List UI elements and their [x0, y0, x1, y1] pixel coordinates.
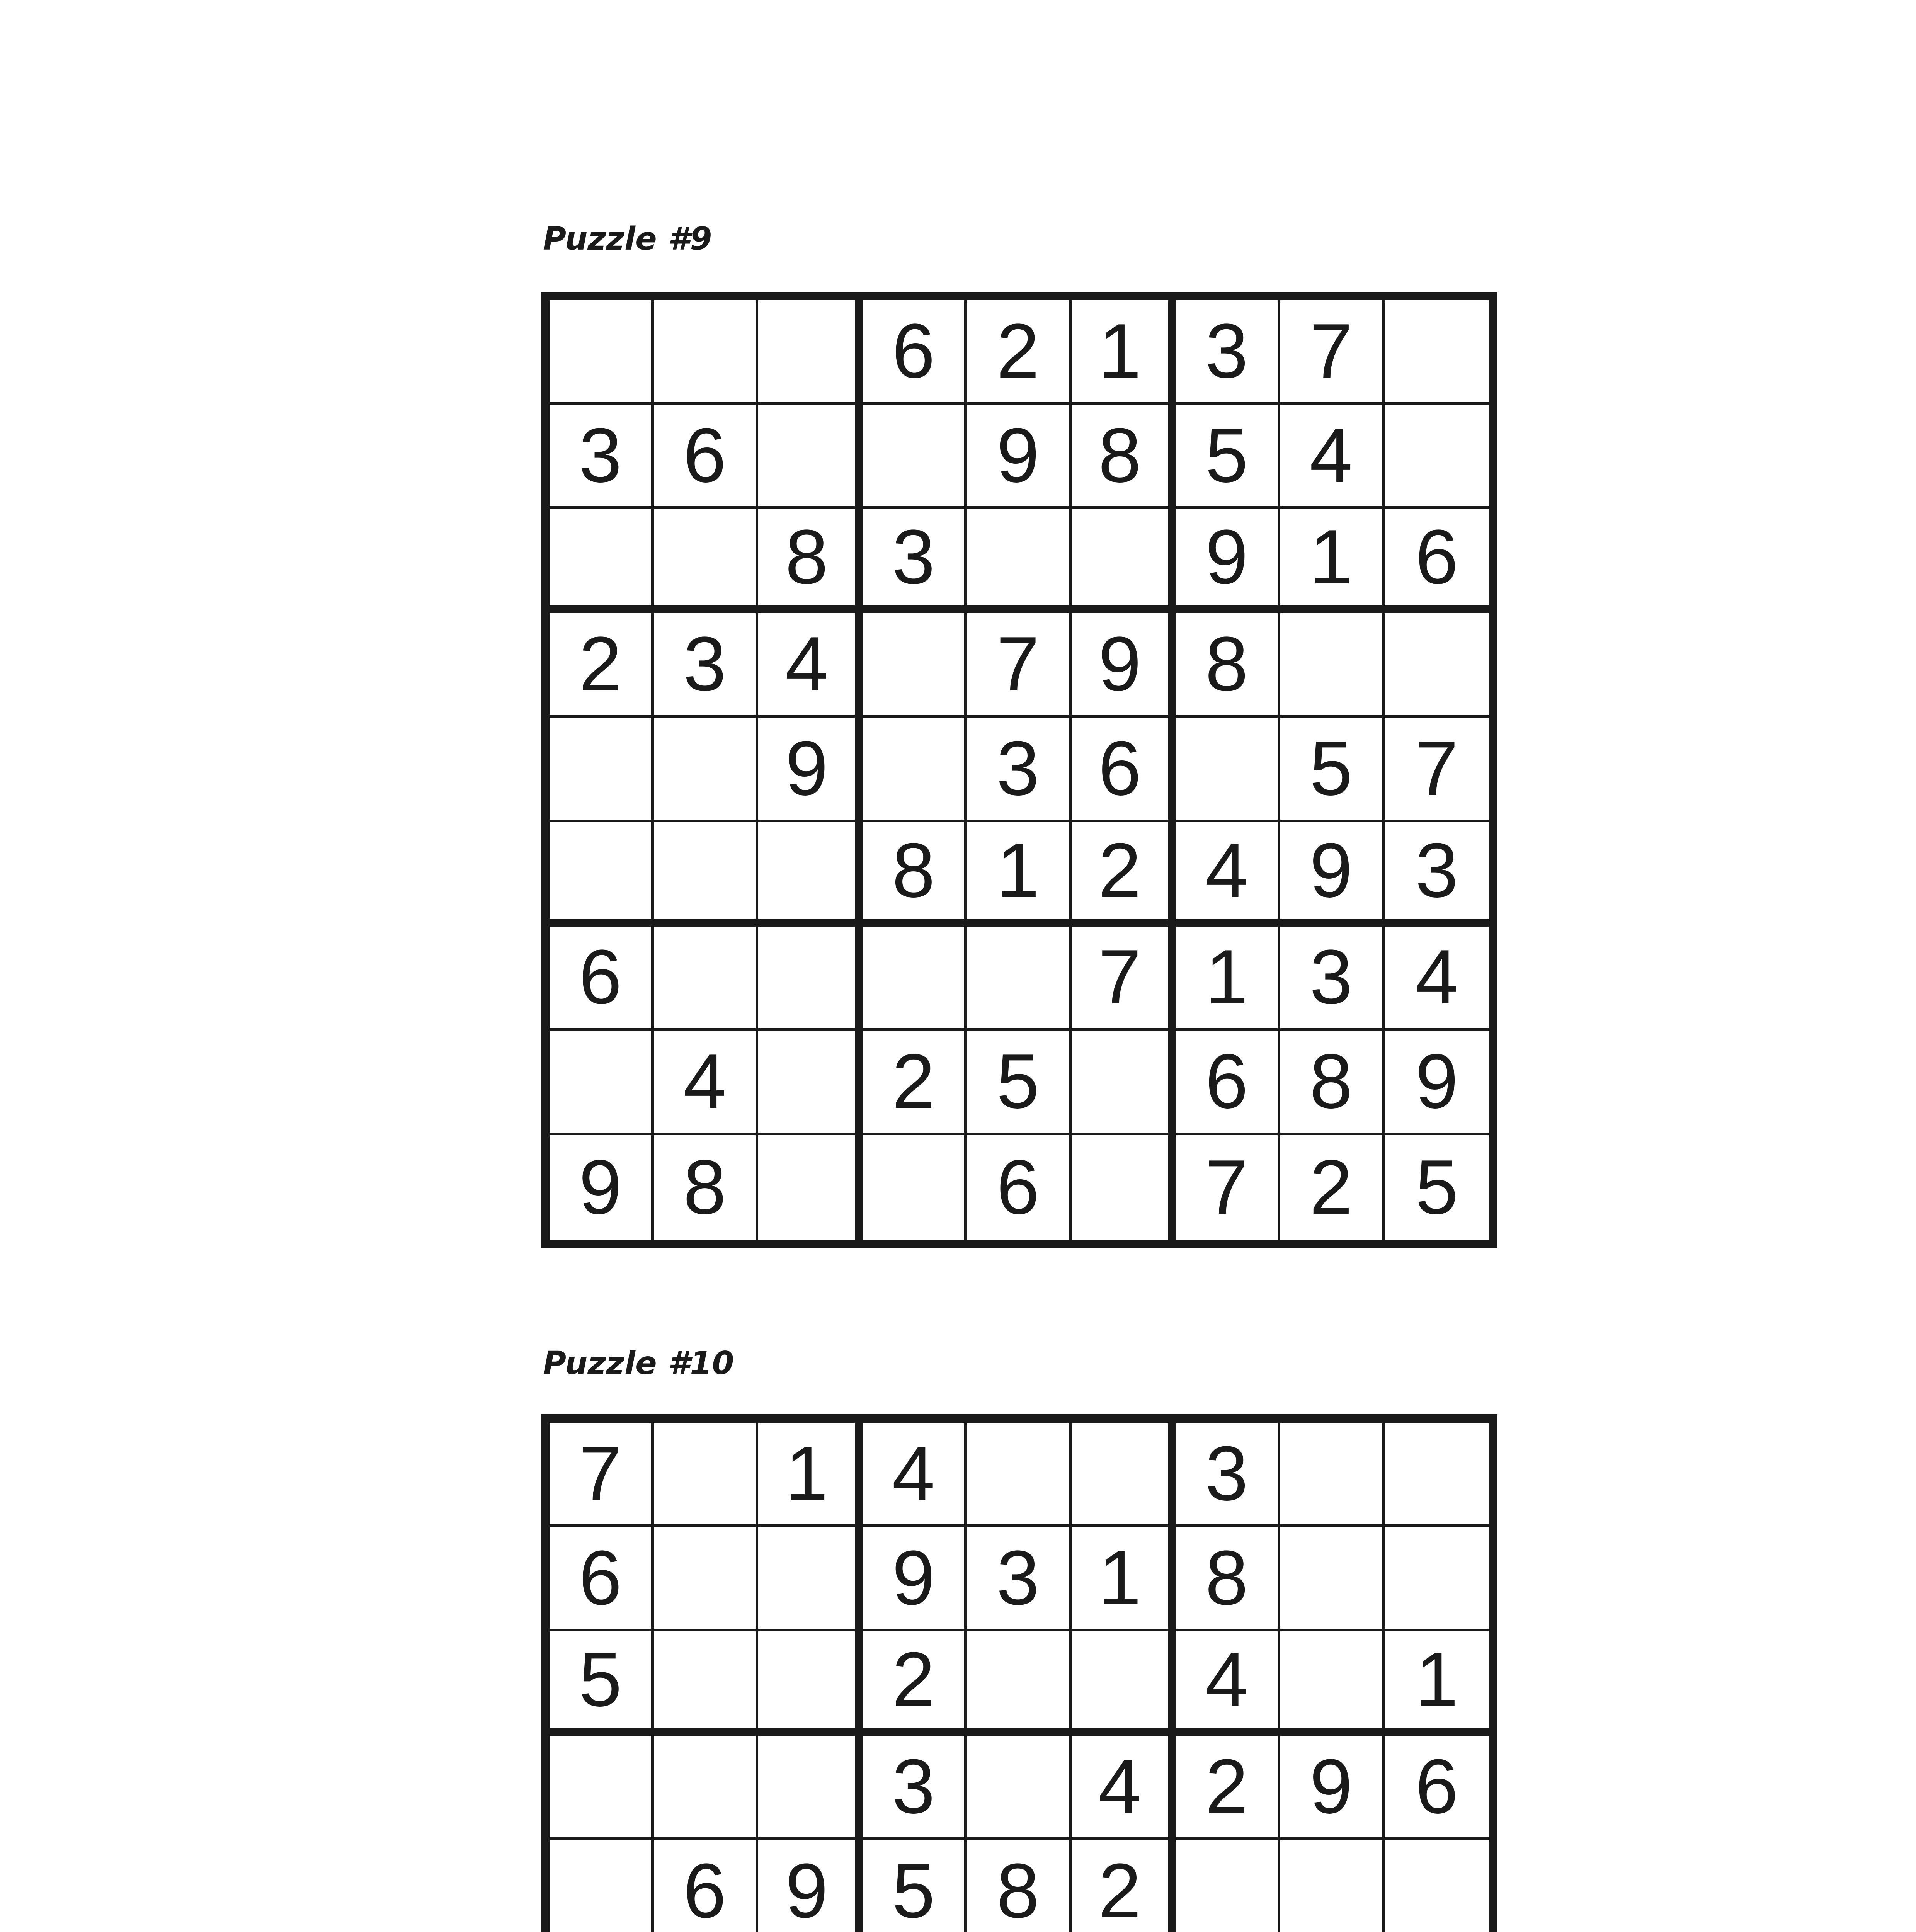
- sudoku-cell: 2: [1176, 1736, 1280, 1840]
- sudoku-cell: [1176, 1840, 1280, 1932]
- sudoku-cell: 9: [758, 718, 863, 822]
- sudoku-grid-puzzle-10: [541, 1414, 1497, 1932]
- sudoku-cell: 4: [863, 1423, 967, 1527]
- sudoku-cell: [758, 1736, 863, 1840]
- sudoku-cell: [758, 405, 863, 509]
- sudoku-cell: 7: [1072, 927, 1176, 1031]
- sudoku-cell: [967, 1736, 1071, 1840]
- sudoku-cell: [967, 509, 1071, 613]
- sudoku-cell: 9: [1176, 509, 1280, 613]
- sudoku-cell: 1: [967, 822, 1071, 927]
- sudoku-cell: [758, 927, 863, 1031]
- sudoku-cell: 3: [1385, 822, 1489, 927]
- sudoku-cell: 5: [1176, 405, 1280, 509]
- sudoku-cell: 2: [1072, 822, 1176, 927]
- sudoku-cell: [1385, 1527, 1489, 1631]
- sudoku-cell: [1280, 1423, 1385, 1527]
- sudoku-cell: 3: [967, 718, 1071, 822]
- sudoku-cell: [1280, 1527, 1385, 1631]
- sudoku-cell: 4: [654, 1031, 758, 1135]
- sudoku-cell: 3: [863, 509, 967, 613]
- sudoku-cell: 6: [550, 927, 654, 1031]
- sudoku-cell: [1385, 405, 1489, 509]
- sudoku-cell: [758, 1527, 863, 1631]
- sudoku-cell: [654, 1631, 758, 1736]
- sudoku-cell: 1: [1072, 1527, 1176, 1631]
- sudoku-cell: 7: [967, 613, 1071, 718]
- sudoku-cell: [654, 822, 758, 927]
- sudoku-cell: 3: [654, 613, 758, 718]
- sudoku-cell: [758, 300, 863, 405]
- sudoku-cell: 6: [1176, 1031, 1280, 1135]
- sudoku-cell: [967, 1423, 1071, 1527]
- sudoku-cell: 2: [550, 613, 654, 718]
- sudoku-cell: 5: [1280, 718, 1385, 822]
- sudoku-cell: 4: [1280, 405, 1385, 509]
- sudoku-cell: [654, 718, 758, 822]
- puzzle-9-title: Puzzle #9: [543, 221, 712, 257]
- sudoku-cell: [863, 1135, 967, 1240]
- sudoku-cell: [863, 405, 967, 509]
- sudoku-cell: [1072, 1135, 1176, 1240]
- sudoku-cell: 6: [1385, 509, 1489, 613]
- sudoku-cell: 4: [1385, 927, 1489, 1031]
- sudoku-cell: [758, 1631, 863, 1736]
- sudoku-cell: [1385, 1840, 1489, 1932]
- sudoku-cell: 3: [1280, 927, 1385, 1031]
- sudoku-cell: 6: [654, 1840, 758, 1932]
- sudoku-cell: 7: [1385, 718, 1489, 822]
- sudoku-cell: [967, 1631, 1071, 1736]
- sudoku-cell: [550, 300, 654, 405]
- sudoku-cell: [1176, 718, 1280, 822]
- puzzle-10-title: Puzzle #10: [543, 1345, 734, 1382]
- sudoku-cell: 9: [1072, 613, 1176, 718]
- sudoku-cell: 3: [967, 1527, 1071, 1631]
- sudoku-cell: [1072, 1423, 1176, 1527]
- sudoku-cell: 5: [550, 1631, 654, 1736]
- sudoku-cell: [1280, 1840, 1385, 1932]
- sudoku-cell: 9: [758, 1840, 863, 1932]
- sudoku-cell: 6: [550, 1527, 654, 1631]
- sudoku-cell: 6: [1385, 1736, 1489, 1840]
- sudoku-cell: 9: [550, 1135, 654, 1240]
- sudoku-cell: [550, 822, 654, 927]
- sudoku-cell: 3: [1176, 300, 1280, 405]
- sudoku-cell: [758, 1031, 863, 1135]
- sudoku-cell: 6: [967, 1135, 1071, 1240]
- sudoku-cell: 1: [1072, 300, 1176, 405]
- sudoku-cell: 6: [1072, 718, 1176, 822]
- sudoku-cell: [967, 927, 1071, 1031]
- sudoku-cell: 9: [967, 405, 1071, 509]
- sudoku-cell: 4: [1072, 1736, 1176, 1840]
- sudoku-cell: 4: [1176, 1631, 1280, 1736]
- sudoku-cell: [1385, 613, 1489, 718]
- sudoku-cell: 8: [1280, 1031, 1385, 1135]
- sudoku-cell: [1072, 509, 1176, 613]
- sudoku-cell: 1: [758, 1423, 863, 1527]
- sudoku-cell: 1: [1176, 927, 1280, 1031]
- sudoku-cell: 7: [1280, 300, 1385, 405]
- sudoku-cell: 8: [654, 1135, 758, 1240]
- sudoku-cell: [863, 927, 967, 1031]
- sudoku-cell: 9: [1385, 1031, 1489, 1135]
- sudoku-cell: [1072, 1031, 1176, 1135]
- sudoku-cell: [654, 927, 758, 1031]
- sudoku-cell: 3: [863, 1736, 967, 1840]
- sudoku-cell: [1280, 613, 1385, 718]
- sudoku-cell: 5: [1415, 1144, 1458, 1230]
- sudoku-cell: 8: [967, 1840, 1071, 1932]
- sudoku-cell: [550, 509, 654, 613]
- sudoku-cell: [654, 300, 758, 405]
- sudoku-cell: 2: [967, 300, 1071, 405]
- sudoku-cell: 3: [550, 405, 654, 509]
- sudoku-cell: 8: [758, 509, 863, 613]
- sudoku-cell: 8: [1072, 405, 1176, 509]
- sudoku-cell: 3: [1176, 1423, 1280, 1527]
- sudoku-cell: 4: [758, 613, 863, 718]
- sudoku-cell: 7: [1176, 1135, 1280, 1240]
- sudoku-cell: 6: [654, 405, 758, 509]
- sudoku-cell: [1385, 1423, 1489, 1527]
- sudoku-cell: 9: [1280, 1736, 1385, 1840]
- sudoku-cell: 9: [1280, 822, 1385, 927]
- sudoku-cell: 8: [1176, 1527, 1280, 1631]
- sudoku-cell: [1072, 1631, 1176, 1736]
- sudoku-cell: 2: [863, 1631, 967, 1736]
- sudoku-cell: 2: [1072, 1840, 1176, 1932]
- sudoku-cell: [758, 822, 863, 927]
- sudoku-cell: [1280, 1631, 1385, 1736]
- sudoku-grid-puzzle-9: [541, 292, 1497, 1248]
- sudoku-cell: 8: [863, 822, 967, 927]
- sudoku-cell: [654, 509, 758, 613]
- sudoku-cell: [654, 1423, 758, 1527]
- sudoku-cell: 4: [1176, 822, 1280, 927]
- sudoku-cell: [654, 1736, 758, 1840]
- sudoku-cell: 6: [863, 300, 967, 405]
- sudoku-cell: [654, 1527, 758, 1631]
- sudoku-cell: 2: [863, 1031, 967, 1135]
- sudoku-cell: 5: [863, 1840, 967, 1932]
- sudoku-cell: [758, 1135, 863, 1240]
- sudoku-cell: 1: [1280, 509, 1385, 613]
- sudoku-cell: 9: [863, 1527, 967, 1631]
- sudoku-cell: [550, 1031, 654, 1135]
- sudoku-cell: 1: [1385, 1631, 1489, 1736]
- sudoku-cell: 7: [550, 1423, 654, 1527]
- sudoku-cell: [863, 718, 967, 822]
- sudoku-cell: [1385, 300, 1489, 405]
- sudoku-cell: 8: [1176, 613, 1280, 718]
- sudoku-cell: 5: [967, 1031, 1071, 1135]
- sudoku-cell: 2: [1280, 1135, 1385, 1240]
- sudoku-cell: [550, 1840, 654, 1932]
- sudoku-cell: [550, 1736, 654, 1840]
- sudoku-cell: [550, 718, 654, 822]
- sudoku-cell: [863, 613, 967, 718]
